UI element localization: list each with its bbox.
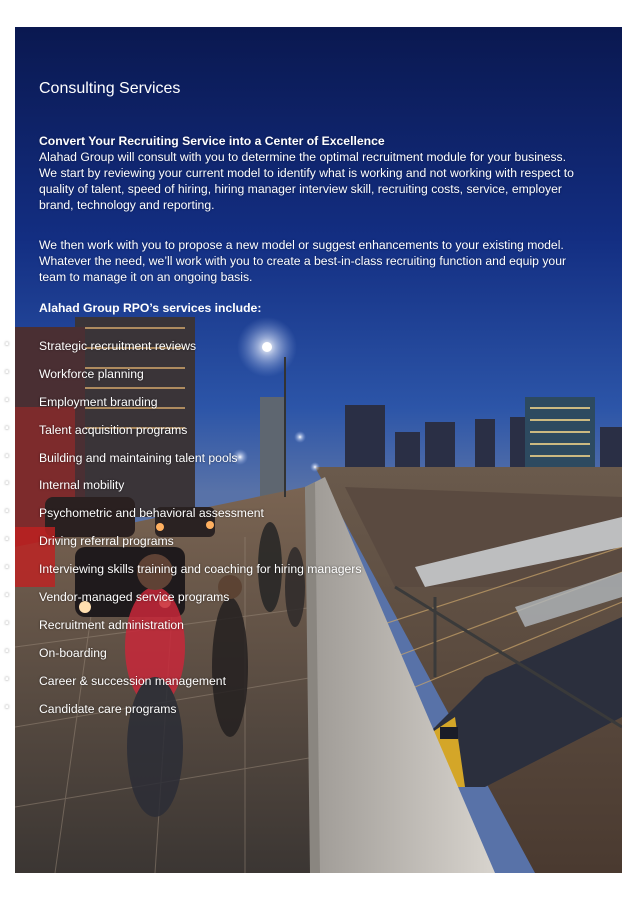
service-item <box>0 395 638 423</box>
bullet-icon: ▪ <box>5 338 9 350</box>
bullet-icon: ▪ <box>5 561 9 574</box>
service-item <box>0 451 638 479</box>
service-label: Building and maintaining talent pools <box>39 450 238 465</box>
service-label: On-boarding <box>39 645 107 660</box>
bullet-icon: ▪ <box>5 644 9 657</box>
service-item <box>0 618 638 646</box>
service-label: Interviewing skills training and coaching for hiring managers <box>39 562 362 577</box>
bullet-icon: ▪ <box>5 589 9 602</box>
bullet-icon: ▪ <box>5 533 9 546</box>
service-item <box>0 646 638 674</box>
bullet-icon: ▪ <box>5 449 9 462</box>
bullet-icon: ▪ <box>5 700 9 713</box>
service-label: Candidate care programs <box>39 701 177 716</box>
service-label: Internal mobility <box>39 478 125 493</box>
service-item <box>0 590 638 618</box>
service-label: Talent acquisition programs <box>39 422 188 437</box>
bullet-icon: ▪ <box>5 365 9 378</box>
bullet-icon: ▪ <box>5 505 9 518</box>
service-item <box>0 702 638 730</box>
service-item <box>0 674 638 702</box>
page-title: Consulting Services <box>39 80 181 97</box>
service-item <box>0 339 638 367</box>
section-subtitle: Convert Your Recruiting Service into a Center of Excellence <box>39 134 385 148</box>
bullet-icon: ▪ <box>5 672 9 685</box>
service-item <box>0 506 638 534</box>
bullet-icon: ▪ <box>5 477 9 490</box>
service-item <box>0 367 638 395</box>
service-label: Workforce planning <box>39 366 144 381</box>
service-label: Recruitment administration <box>39 617 184 632</box>
service-label: Vendor-managed service programs <box>39 590 230 605</box>
service-label: Strategic recruitment reviews <box>39 339 197 353</box>
service-item <box>0 478 638 506</box>
intro-block <box>39 133 579 213</box>
service-item <box>0 562 638 590</box>
bullet-icon: ▪ <box>5 393 9 406</box>
service-item <box>0 534 638 562</box>
service-label: Career & succession management <box>39 673 226 688</box>
bullet-icon: ▪ <box>5 421 9 434</box>
paragraph-2: We then work with you to propose a new model or suggest enhancements to your existing model. Whatever the need, we’ll work with you to create a best-in-class recruiting function and equip your team to manage it on an ongoing basis. <box>39 238 567 284</box>
service-label: Employment branding <box>39 394 158 409</box>
paragraph-1: Alahad Group will consult with you to determine the optimal recruitment module for your business. We start by reviewing your current model to identify what is working and not working with respect to quality of talent, speed of hiring, hiring manager interview skill, recruiting costs, service, employer brand, technology and reporting. <box>39 150 574 212</box>
bullet-icon: ▪ <box>5 616 9 629</box>
service-item <box>0 423 638 451</box>
service-label: Psychometric and behavioral assessment <box>39 506 264 521</box>
services-title: Alahad Group RPO’s services include: <box>39 301 262 315</box>
services-list <box>0 339 638 729</box>
service-label: Driving referral programs <box>39 534 174 549</box>
